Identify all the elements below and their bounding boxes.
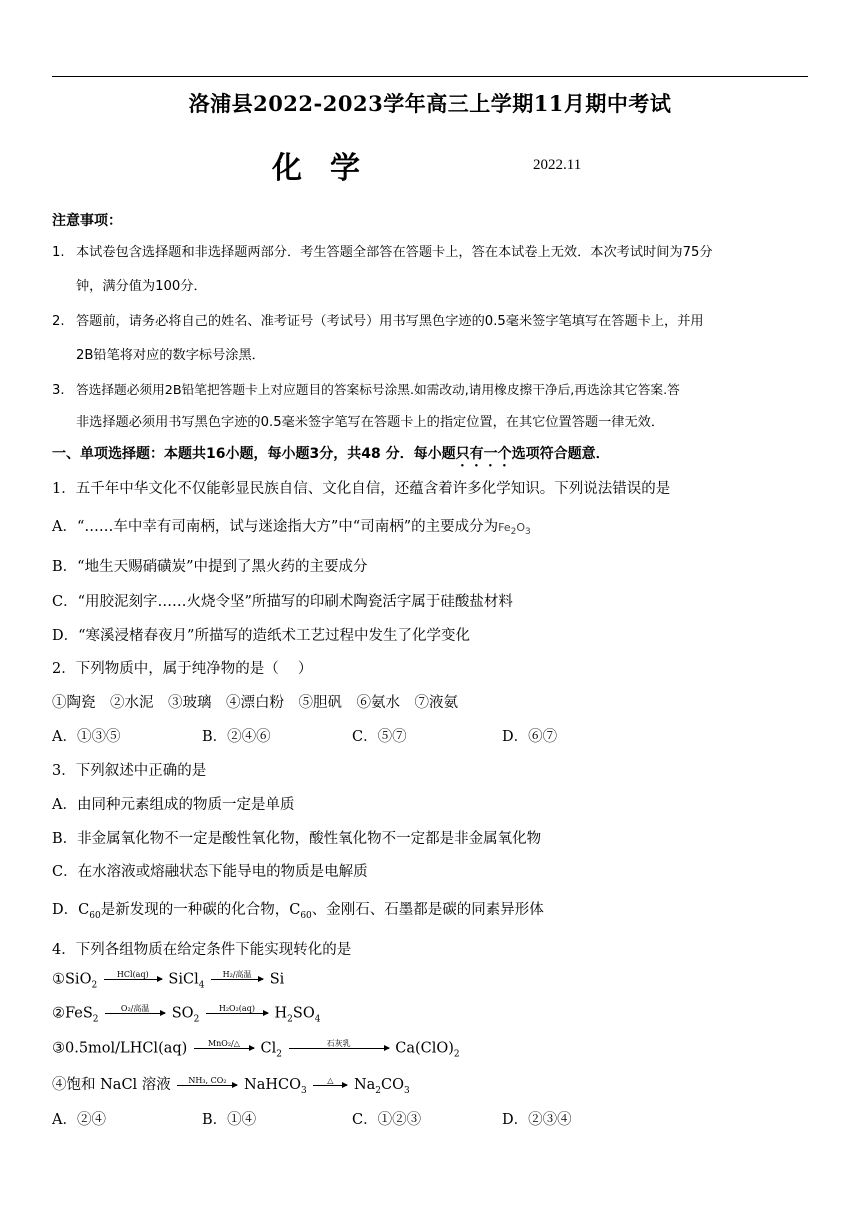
q2-items: ①陶瓷 ②水泥 ③玻璃 ④漂白粉 ⑤胆矾 ⑥氨水 ⑦液氨 (52, 695, 458, 711)
q3-option-a: A．由同种元素组成的物质一定是单质 (52, 797, 295, 813)
reaction-arrow: △ (313, 1076, 347, 1095)
q3-option-b: B．非金属氧化物不一定是酸性氧化物，酸性氧化物不一定都是非金属氧化物 (52, 831, 542, 847)
reaction-arrow: 石灰乳 (289, 1039, 389, 1058)
q1-option-b: B．“地生天赐硝磺炭”中提到了黑火药的主要成分 (52, 559, 368, 575)
q2-option-b: B．②④⑥ (202, 729, 271, 745)
q4-stem: 4．下列各组物质在给定条件下能实现转化的是 (52, 942, 352, 958)
q1-stem: 1．五千年中华文化不仅能彰显民族自信、文化自信，还蕴含着许多化学知识。下列说法错误的是 (52, 481, 671, 497)
reaction-arrow: MnO₂/△ (194, 1039, 254, 1058)
notice-heading: 注意事项： (52, 213, 122, 229)
exam-title: 洛浦县2022-2023学年高三上学期11月期中考试 (188, 91, 672, 116)
section-heading: 一、单项选择题：本题共16小题，每小题3分，共48 分．每小题只有一个选项符合题意． (52, 446, 610, 462)
q2-option-c: C．⑤⑦ (352, 729, 407, 745)
q4-reaction-4: ④饱和 NaCl 溶液 NH₃, CO₂ NaHCO$_3$ △ $Na_2CO_3$ (52, 1075, 410, 1096)
q4-options (52, 1108, 652, 1129)
q2-option-a: A．①③⑤ (52, 729, 121, 745)
q1-option-a: A．“……车中幸有司南柄，试与迷途指大方”中“司南柄”的主要成分为$Fe_2O_3$ (52, 519, 531, 538)
q2-stem: 2．下列物质中，属于纯净物的是（ ） (52, 661, 313, 677)
q3-stem: 3．下列叙述中正确的是 (52, 763, 207, 779)
formula-fe2o3: $Fe_2O_3$ (498, 521, 531, 538)
reaction-arrow: H₂/高温 (211, 970, 263, 989)
reaction-arrow: NH₃, CO₂ (177, 1076, 237, 1095)
subject-title: 化学 (272, 151, 388, 186)
q4-option-b: B．①④ (202, 1112, 257, 1128)
q1-option-c: C．“用胶泥刻字……火烧令坚”所描写的印刷术陶瓷活字属于硅酸盐材料 (52, 594, 513, 610)
notice-item-2: 2. 答题前，请务必将自己的姓名、准考证号（考试号）用书写黑色字迹的0.5毫米签字笔填写在答题卡上，并用 2B铅笔将对应的数字标号涂黑． (52, 314, 704, 363)
reaction-arrow: HCl(aq) (104, 970, 162, 989)
q4-reaction-2: ②FeS$_2$ O₂/高温 $SO_2$ H₂O₂(aq) $H_2SO_4$ (52, 1004, 321, 1025)
q3-option-d: D．$C_{60}$是新发现的一种碳的化合物，$C_{60}$、金刚石、石墨都是碳的同素异形体 (52, 902, 544, 921)
q2-options (52, 725, 652, 746)
reaction-arrow: O₂/高温 (105, 1004, 165, 1023)
q1-option-d: D．“寒溪浸楮春夜月”所描写的造纸术工艺过程中发生了化学变化 (52, 628, 470, 644)
q3-option-c: C．在水溶液或熔融状态下能导电的物质是电解质 (52, 864, 368, 880)
q4-option-a: A．②④ (52, 1112, 106, 1128)
notice-item-3: 3. 答选择题必须用2B铅笔把答题卡上对应题目的答案标号涂黑.如需改动,请用橡皮擦干净后,再选涂其它答案.答 非选择题必须用书写黑色字迹的0.5毫米签字笔写在答题卡上的指定位置，在其它位置答题一律无效． (52, 382, 680, 430)
reaction-arrow: H₂O₂(aq) (206, 1004, 268, 1023)
q4-reaction-1: ①SiO$_2$ HCl(aq) SiCl$_4$ H₂/高温 Si (52, 970, 285, 991)
notice-item-1: 1. 本试卷包含选择题和非选择题两部分．考生答题全部答在答题卡上，答在本试卷上无效．本次考试时间为75分 钟，满分值为100分． (52, 245, 713, 294)
exam-date: 2022.11 (533, 157, 582, 173)
q4-option-d: D．②③④ (502, 1112, 572, 1128)
header-rule (52, 76, 808, 77)
q4-reaction-3: ③0.5mol/LHCl(aq) MnO₂/△ $Cl_2$ 石灰乳 $Ca(ClO)_2$ (52, 1039, 460, 1060)
q2-option-d: D．⑥⑦ (502, 729, 558, 745)
q4-option-c: C．①②③ (352, 1112, 422, 1128)
